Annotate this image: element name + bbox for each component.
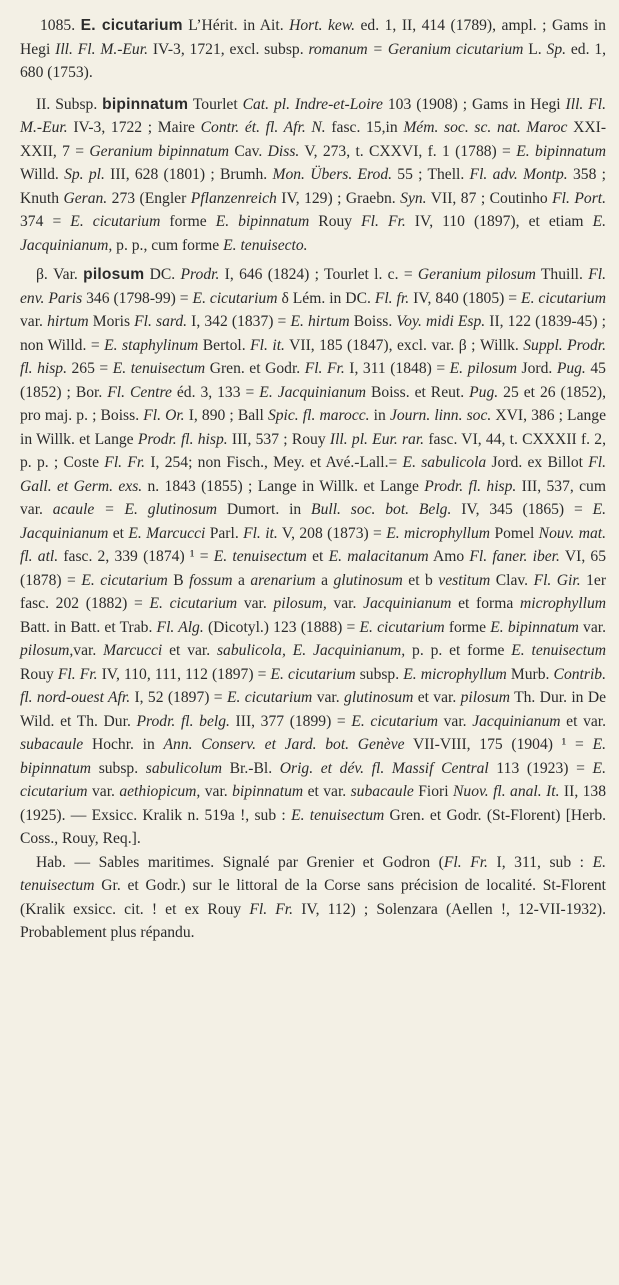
text-run: 346 (1798-99) = (82, 289, 193, 307)
italic-citation: Fl. Fr. (249, 900, 294, 918)
italic-citation: Fl. Gall. et Germ. exs. (20, 454, 607, 495)
italic-citation: Nouv. mat. fl. atl. (20, 524, 606, 565)
italic-citation: Fl. Fr. (304, 360, 345, 377)
italic-citation: subacaule (20, 736, 84, 753)
text-run: V, 208 (1873) = (277, 524, 387, 542)
text-run: et var. (162, 642, 217, 659)
text-run: 113 (1923) = (488, 759, 593, 777)
text-run: XVI, 386 ; Lange in Willk. et Lange (20, 407, 607, 448)
italic-citation: E. cicutarium (270, 665, 356, 683)
italic-citation: Fl. Gir. (533, 571, 581, 589)
text-run: Batt. in Batt. et Trab. (20, 618, 157, 636)
text-run: var. (20, 313, 48, 330)
italic-citation: pilosum, (20, 642, 74, 659)
italic-citation: E. hirtum (290, 313, 350, 330)
text-run: var. (73, 642, 104, 659)
text-run: a (315, 571, 334, 589)
text-run: in (369, 407, 390, 424)
italic-citation: Syn. (400, 189, 427, 207)
italic-citation: acaule = E. glutinosum (52, 501, 218, 518)
text-run: L. (523, 40, 547, 58)
text-run: IV-3, 1721, excl. subsp. (147, 40, 309, 58)
text-run: VII-VIII, 175 (1904) ¹ = (404, 736, 593, 753)
italic-citation: E. tenuisectum (20, 853, 607, 894)
text-run: fasc. 2, 339 (1874) ¹ = (58, 548, 214, 565)
italic-citation: E. staphylinum (104, 336, 199, 354)
italic-citation: Orig. et dév. fl. Massif Central (279, 759, 489, 777)
italic-citation: E. Jacquinianum, (20, 213, 607, 254)
italic-citation: pilosum, (273, 595, 327, 612)
text-run: I, 646 (1824) ; Tourlet l. c. = (219, 266, 418, 283)
text-run: et var. (413, 689, 461, 706)
italic-citation: Prodr. fl. hisp. (137, 430, 228, 448)
italic-citation: Sp. (546, 40, 567, 58)
text-run: Murb. (506, 665, 554, 683)
italic-citation: Hort. kew. (289, 17, 355, 34)
text-run: 273 (Engler (107, 189, 191, 207)
text-run: 55 ; Thell. (392, 166, 470, 183)
italic-citation: E. cicutarium (70, 213, 161, 230)
text-run: IV, 110 (1897), et etiam (405, 213, 593, 230)
italic-citation: Pflanzenreich (190, 189, 277, 207)
italic-citation: Journ. linn. soc. (389, 407, 492, 424)
text-run: 25 et 26 (1852), pro maj. p. ; Boiss. (20, 383, 607, 424)
variety-name: pilosum (83, 266, 145, 283)
text-run: Fiori (413, 783, 453, 800)
italic-citation: E. tenuisectum (511, 642, 607, 659)
italic-citation: Jacquinianum (472, 712, 561, 730)
text-run: Th. Dur. in De Wild. et Th. Dur. (20, 689, 607, 730)
italic-citation: E. microphyllum (403, 665, 507, 683)
text-run: Jord. (517, 360, 557, 377)
italic-citation: hirtum (47, 313, 89, 330)
text-run: p. p., cum forme (112, 236, 224, 254)
text-run: δ Lém. in DC. (277, 289, 375, 307)
text-run: Clav. (490, 571, 534, 589)
text-run: I, 254; non Fisch., Mey. et Avé.-Lall.= (145, 454, 403, 471)
italic-citation: E. tenuisectum (213, 548, 307, 565)
italic-citation: E. malacitanum (328, 548, 429, 565)
italic-citation: Fl. Or. (143, 407, 185, 424)
italic-citation: Fl. Centre (107, 383, 172, 401)
italic-citation: E. cicutarium (359, 618, 445, 636)
italic-citation: aethiopicum, (119, 783, 201, 800)
italic-citation: E. tenuisectum (291, 806, 385, 824)
text-run: I, 890 ; Ball (184, 407, 268, 424)
italic-citation: Fl. Port. (552, 189, 606, 207)
text-run: II. Subsp. (36, 95, 103, 113)
italic-citation: E. cicutarium (20, 759, 606, 800)
italic-citation: Prodr. fl. hisp. (424, 477, 517, 495)
italic-citation: Sp. pl. (64, 166, 105, 183)
italic-citation: pilosum (460, 689, 511, 706)
text-run: V, 273, t. CXXVI, f. 1 (1788) = (299, 142, 517, 160)
text-run: Hochr. in (83, 736, 164, 753)
text-run: 265 = (66, 360, 113, 377)
text-run: 358 ; Knuth (20, 166, 606, 207)
text-run: Thuill. (535, 266, 589, 283)
text-run: fasc. VI, 44, t. CXXXII f. 2, p. p. ; Coste (20, 430, 606, 471)
text-run: Parl. (205, 524, 244, 542)
species-entry (20, 14, 606, 85)
italic-citation: arenarium (250, 571, 316, 589)
italic-citation: E. cicutarium (192, 289, 278, 307)
italic-citation: Fl. Alg. (156, 618, 204, 636)
text-run: L’Hérit. in Ait. (182, 17, 290, 34)
italic-citation: Fl. fr. (374, 289, 410, 307)
text-run: Cav. (229, 142, 268, 160)
italic-citation: Bull. soc. bot. Belg. (311, 501, 452, 518)
text-run: IV-3, 1722 ; Maire (67, 119, 201, 136)
entry-number: 1085. (40, 17, 76, 34)
italic-citation: Fl. it. (243, 524, 278, 542)
variety-paragraph (20, 263, 606, 851)
italic-citation: Ill. Fl. M.-Eur. (20, 95, 606, 136)
text-run: var. (237, 595, 274, 612)
text-run: IV, 110, 111, 112 (1897) = (97, 665, 271, 683)
text-run: Gren. et Godr. (St-Florent) [Herb. Coss., Rouy, Req.]. (20, 806, 607, 847)
italic-citation: E. cicutarium (351, 712, 438, 730)
text-run: var. (326, 595, 364, 612)
text-run: fasc. 15,in (325, 119, 404, 136)
italic-citation: Prodr. (180, 266, 220, 283)
italic-citation: E. cicutarium (149, 595, 238, 612)
text-run: Hab. — Sables maritimes. Signalé par Grenier et Godron ( (36, 853, 444, 871)
italic-citation: glutinosum (333, 571, 403, 589)
italic-citation: Geranium pilosum (417, 266, 536, 283)
text-run: β. Var. (36, 266, 84, 283)
text-run: et var. (560, 712, 607, 730)
italic-citation: fossum (189, 571, 233, 589)
text-run: var. (87, 783, 120, 800)
italic-citation: vestitum (438, 571, 491, 589)
text-run: I, 311, sub : (487, 853, 593, 871)
italic-citation: Suppl. Prodr. fl. hisp. (20, 336, 606, 377)
text-run: Jord. ex Billot (486, 454, 589, 471)
italic-citation: Contrib. fl. nord-ouest Afr. (20, 665, 606, 706)
italic-citation: sabulicolum (145, 759, 222, 777)
text-run: IV, 345 (1865) = (451, 501, 593, 518)
text-run: 374 = (20, 213, 71, 230)
text-run: Rouy (309, 213, 362, 230)
italic-citation: E. pilosum (449, 360, 517, 377)
text-run: var. (578, 618, 606, 636)
italic-citation: subacaule (350, 783, 414, 800)
text-run: a (232, 571, 251, 589)
text-run: B (167, 571, 190, 589)
text-run: IV, 840 (1805) = (409, 289, 522, 307)
text-run: subsp. (355, 665, 404, 683)
text-run: 103 (1908) ; Gams in Hegi (382, 95, 566, 113)
italic-citation: bipinnatum (232, 783, 304, 800)
text-run: I, 311 (1848) = (344, 360, 450, 377)
italic-citation: E. bipinnatum (516, 142, 606, 160)
italic-citation: E. bipinnatum (215, 213, 310, 230)
italic-citation: Pug. (469, 383, 499, 401)
text-run: Boiss. et Reut. (366, 383, 470, 401)
text-run: forme (444, 618, 491, 636)
text-run: II, 122 (1839-45) ; non Willd. = (20, 313, 606, 354)
italic-citation: Spic. fl. marocc. (267, 407, 370, 424)
text-run: DC. (144, 266, 181, 283)
text-run: et var. (303, 783, 351, 800)
text-run: Dumort. in (217, 501, 312, 518)
text-run: I, 342 (1837) = (187, 313, 291, 330)
italic-citation: E. cicutarium (521, 289, 606, 307)
text-run: IV, 112) ; Solenzara (Aellen !, 12-VII-1932). Probablement plus répandu. (20, 900, 606, 941)
text-run: et (306, 548, 329, 565)
italic-citation: E. cicutarium (81, 571, 168, 589)
italic-citation: Ann. Conserv. et Jard. bot. Genève (163, 736, 405, 753)
text-run: ed. 1, II, 414 (1789), ampl. ; Gams in Hegi (20, 17, 606, 58)
italic-citation: romanum = Geranium cicutarium (308, 40, 524, 58)
habitat-paragraph (20, 851, 606, 945)
text-run: III, 537, cum var. (20, 477, 606, 518)
text-run: (Dicotyl.) 123 (1888) = (203, 618, 360, 636)
italic-citation: Voy. midi Esp. (396, 313, 486, 330)
taxon-name: E. cicutarium (80, 17, 183, 34)
text-run: et b (402, 571, 439, 589)
italic-citation: Fl. Fr. (57, 665, 98, 683)
italic-citation: Ill. Fl. M.-Eur. (55, 40, 148, 58)
italic-citation: Geran. (63, 189, 108, 207)
text-run: III, 377 (1899) = (229, 712, 352, 730)
italic-citation: Fl. adv. Montp. (469, 166, 568, 183)
italic-citation: Fl. sard. (134, 313, 188, 330)
italic-citation: E. Jacquinianum (259, 383, 367, 401)
text-run: XXI-XXII, 7 = (20, 119, 607, 160)
italic-citation: Contr. ét. fl. Afr. N. (200, 119, 326, 136)
italic-citation: Pug. (556, 360, 586, 377)
italic-citation: E. microphyllum (386, 524, 491, 542)
text-run: var. (200, 783, 233, 800)
italic-citation: Fl. faner. iber. (469, 548, 560, 565)
text-run: I, 52 (1897) = (130, 689, 227, 706)
italic-citation: E. sabulicola (402, 454, 487, 471)
italic-citation: E. tenuisecto. (223, 236, 308, 254)
text-run: Amo (428, 548, 470, 565)
italic-citation: Fl. env. Paris (20, 266, 606, 307)
text-run: Moris (88, 313, 135, 330)
italic-citation: sabulicola, E. Jacquinianum, (216, 642, 406, 659)
text-run: Br.-Bl. (222, 759, 280, 777)
italic-citation: Prodr. fl. belg. (136, 712, 230, 730)
italic-citation: Mon. Übers. Erod. (272, 166, 393, 183)
text-run: III, 628 (1801) ; Brumh. (104, 166, 273, 183)
text-run: var. (312, 689, 345, 706)
italic-citation: Jacquinianum (363, 595, 452, 612)
italic-citation: Fl. Fr. (361, 213, 406, 230)
italic-citation: Fl. it. (250, 336, 285, 354)
text-run: ed. 1, 680 (1753). (20, 40, 607, 81)
text-run: et (108, 524, 129, 542)
italic-citation: Diss. (267, 142, 300, 160)
italic-citation: Mém. soc. sc. nat. Maroc (403, 119, 568, 136)
italic-citation: microphyllum (519, 595, 607, 612)
text-run: Tourlet (188, 95, 243, 113)
italic-citation: Geranium bipinnatum (89, 142, 229, 160)
italic-citation: Nuov. fl. anal. It. (453, 783, 560, 800)
text-run: VII, 87 ; Coutinho (426, 189, 553, 207)
text-run: var. (437, 712, 473, 730)
text-run: Pomel (490, 524, 539, 542)
text-run: 1er fasc. 202 (1882) = (20, 571, 607, 612)
italic-citation: E. Jacquinianum (20, 501, 606, 542)
text-run: Rouy (20, 665, 58, 683)
italic-citation: E. bipinnatum (20, 736, 606, 777)
italic-citation: E. cicutarium (226, 689, 313, 706)
text-run: p. p. et forme (405, 642, 512, 659)
text-run: Bertol. (198, 336, 251, 354)
text-run: éd. 3, 133 = (171, 383, 260, 401)
text-run: 45 (1852) ; Bor. (20, 360, 606, 401)
italic-citation: E. bipinnatum (490, 618, 579, 636)
text-run: subsp. (91, 759, 146, 777)
text-run: Willd. (20, 166, 65, 183)
subspecies-paragraph (20, 93, 606, 258)
italic-citation: Ill. pl. Eur. rar. (329, 430, 425, 448)
text-run: II, 138 (1925). — Exsicc. Kralik n. 519a !, sub : (20, 783, 607, 824)
text-run: Gr. et Godr.) sur le littoral de la Corse sans précision de localité. St-Florent (Kralik exsicc. cit. ! et ex Rouy (20, 877, 606, 918)
text-run: IV, 129) ; Graebn. (276, 189, 401, 207)
italic-citation: Marcucci (103, 642, 163, 659)
italic-citation: Fl. Fr. (443, 853, 488, 871)
text-run: forme (160, 213, 216, 230)
text-run: III, 537 ; Rouy (227, 430, 330, 448)
text-run: VI, 65 (1878) = (20, 548, 607, 589)
text-run: Gren. et Godr. (205, 360, 305, 377)
subspecies-name: bipinnatum (102, 95, 189, 113)
italic-citation: E. Marcucci (128, 524, 206, 542)
italic-citation: Cat. pl. Indre-et-Loire (242, 95, 383, 113)
text-run: Boiss. (349, 313, 397, 330)
text-run: et forma (451, 595, 520, 612)
italic-citation: E. tenuisectum (112, 360, 206, 377)
text-run: n. 1843 (1855) ; Lange in Willk. et Lange (142, 477, 425, 495)
italic-citation: Fl. Fr. (104, 454, 146, 471)
text-run: VII, 185 (1847), excl. var. β ; Willk. (284, 336, 524, 354)
italic-citation: glutinosum (344, 689, 414, 706)
